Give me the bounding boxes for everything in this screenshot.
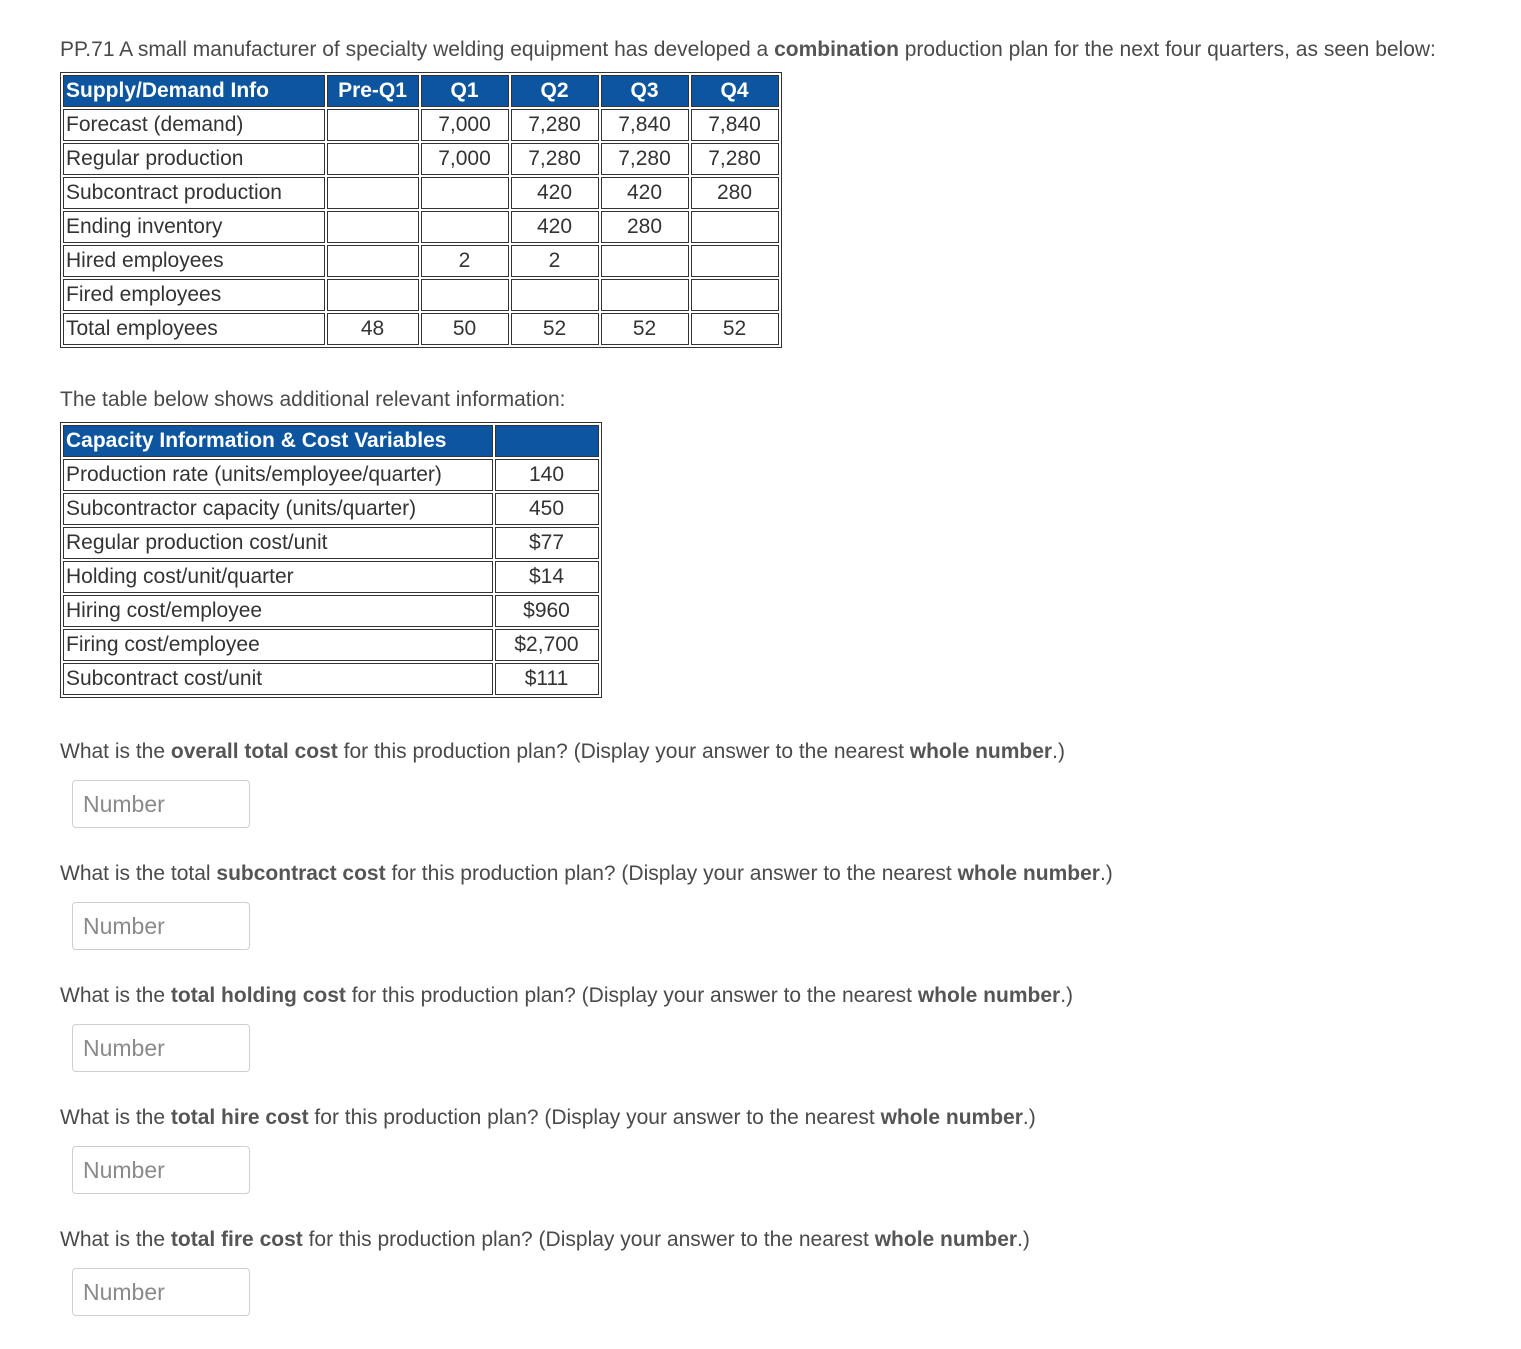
row-label-cell: Firing cost/employee: [63, 629, 493, 661]
row-label-cell: Regular production: [63, 143, 325, 175]
question-emphasis: overall total cost: [170, 740, 338, 763]
answer-input[interactable]: [72, 1268, 250, 1316]
table-row: [63, 177, 779, 209]
problem-intro: [60, 36, 1500, 64]
value-cell: $77: [495, 527, 599, 559]
question-emphasis: total holding cost: [170, 984, 346, 1007]
value-cell: 50: [421, 313, 509, 345]
column-header: Capacity Information & Cost Variables: [63, 425, 493, 457]
value-cell: 140: [495, 459, 599, 491]
capacity-cost-table: [60, 422, 602, 698]
row-label-cell: Total employees: [63, 313, 325, 345]
question-emphasis: subcontract cost: [216, 862, 386, 885]
question-fragment: .): [1022, 1106, 1036, 1129]
question-fragment: What is the: [60, 1228, 171, 1251]
question-emphasis: total hire cost: [170, 1106, 309, 1129]
value-cell: 7,280: [691, 143, 779, 175]
question-emphasis: whole number: [874, 1228, 1018, 1251]
question-fragment: .): [1060, 984, 1074, 1007]
question-fragment: .): [1099, 862, 1113, 885]
intro-text: PP.71 A small manufacturer of specialty welding equipment has developed a: [60, 38, 775, 61]
supply-demand-table: [60, 72, 782, 348]
column-header: Q4: [691, 75, 779, 107]
value-cell: $960: [495, 595, 599, 627]
table-row: [63, 459, 599, 491]
answer-input[interactable]: [72, 1146, 250, 1194]
question-fragment: for this production plan? (Display your answer to the nearest: [308, 1106, 881, 1129]
value-cell: 7,000: [421, 143, 509, 175]
answer-input[interactable]: [72, 780, 250, 828]
value-cell: 7,280: [511, 143, 599, 175]
value-cell: 7,280: [511, 109, 599, 141]
column-header: Q1: [421, 75, 509, 107]
question-emphasis: whole number: [880, 1106, 1023, 1129]
question-fragment: What is the: [60, 1106, 171, 1129]
question-fragment: for this production plan? (Display your answer to the nearest: [385, 862, 958, 885]
table-header-row: [63, 425, 599, 457]
table-row: [63, 663, 599, 695]
question-emphasis: whole number: [957, 862, 1100, 885]
additional-info-text: The table below shows additional relevant information:: [60, 388, 566, 411]
question-fragment: for this production plan? (Display your answer to the nearest: [302, 1228, 875, 1251]
row-label-cell: Subcontract production: [63, 177, 325, 209]
question-block: [60, 860, 1500, 950]
table-row: [63, 561, 599, 593]
question-block: [60, 1226, 1500, 1316]
value-cell: $2,700: [495, 629, 599, 661]
column-header: Q3: [601, 75, 689, 107]
row-label-cell: Production rate (units/employee/quarter): [63, 459, 493, 491]
row-label-cell: Subcontractor capacity (units/quarter): [63, 493, 493, 525]
question-fragment: for this production plan? (Display your answer to the nearest: [345, 984, 918, 1007]
row-label-cell: Holding cost/unit/quarter: [63, 561, 493, 593]
value-cell: 52: [601, 313, 689, 345]
question-block: [60, 1104, 1500, 1194]
table-header-row: [63, 75, 779, 107]
value-cell: 420: [601, 177, 689, 209]
column-header: Pre-Q1: [327, 75, 419, 107]
value-cell: $111: [495, 663, 599, 695]
row-label-cell: Fired employees: [63, 279, 325, 311]
table-row: [63, 493, 599, 525]
value-cell: [691, 279, 779, 311]
question-fragment: What is the: [60, 740, 171, 763]
question-fragment: What is the total: [60, 862, 217, 885]
value-cell: [421, 211, 509, 243]
value-cell: 7,280: [601, 143, 689, 175]
intro-bold: combination: [774, 38, 899, 61]
column-header: Q2: [511, 75, 599, 107]
value-cell: $14: [495, 561, 599, 593]
value-cell: [421, 279, 509, 311]
question-text: [60, 738, 1500, 766]
table-row: [63, 211, 779, 243]
row-label-cell: Ending inventory: [63, 211, 325, 243]
value-cell: [691, 245, 779, 277]
value-cell: [327, 211, 419, 243]
value-cell: [691, 211, 779, 243]
table-row: [63, 595, 599, 627]
question-text: [60, 1104, 1500, 1132]
question-fragment: .): [1017, 1228, 1030, 1251]
value-cell: 52: [511, 313, 599, 345]
intro-text-end: production plan for the next four quarters, as seen below:: [898, 38, 1436, 61]
question-text: [60, 982, 1500, 1010]
value-cell: [327, 109, 419, 141]
table-row: [63, 527, 599, 559]
row-label-cell: Forecast (demand): [63, 109, 325, 141]
question-emphasis: whole number: [909, 740, 1053, 763]
question-emphasis: whole number: [917, 984, 1061, 1007]
table-row: [63, 629, 599, 661]
table-row: [63, 245, 779, 277]
table-row: [63, 143, 779, 175]
value-cell: 280: [601, 211, 689, 243]
column-header: [495, 425, 599, 457]
question-fragment: for this production plan? (Display your answer to the nearest: [337, 740, 910, 763]
column-header: Supply/Demand Info: [63, 75, 325, 107]
question-emphasis: total fire cost: [170, 1228, 303, 1251]
question-text: [60, 860, 1500, 888]
question-fragment: What is the: [60, 984, 171, 1007]
value-cell: [327, 177, 419, 209]
value-cell: [421, 177, 509, 209]
row-label-cell: Subcontract cost/unit: [63, 663, 493, 695]
answer-input[interactable]: [72, 1024, 250, 1072]
value-cell: 7,000: [421, 109, 509, 141]
value-cell: 280: [691, 177, 779, 209]
row-label-cell: Hired employees: [63, 245, 325, 277]
value-cell: 420: [511, 177, 599, 209]
row-label-cell: Hiring cost/employee: [63, 595, 493, 627]
problem-page: [60, 36, 1500, 1348]
question-fragment: .): [1052, 740, 1065, 763]
value-cell: 7,840: [691, 109, 779, 141]
answer-input[interactable]: [72, 902, 250, 950]
value-cell: 7,840: [601, 109, 689, 141]
table-row: [63, 279, 779, 311]
value-cell: [327, 279, 419, 311]
value-cell: 52: [691, 313, 779, 345]
value-cell: 48: [327, 313, 419, 345]
value-cell: [327, 143, 419, 175]
table-row: [63, 109, 779, 141]
value-cell: 450: [495, 493, 599, 525]
value-cell: [601, 279, 689, 311]
question-block: [60, 982, 1500, 1072]
value-cell: [327, 245, 419, 277]
value-cell: 2: [421, 245, 509, 277]
value-cell: [511, 279, 599, 311]
row-label-cell: Regular production cost/unit: [63, 527, 493, 559]
table-row: [63, 313, 779, 345]
value-cell: [601, 245, 689, 277]
value-cell: 420: [511, 211, 599, 243]
value-cell: 2: [511, 245, 599, 277]
question-text: [60, 1226, 1500, 1254]
question-block: [60, 738, 1500, 828]
